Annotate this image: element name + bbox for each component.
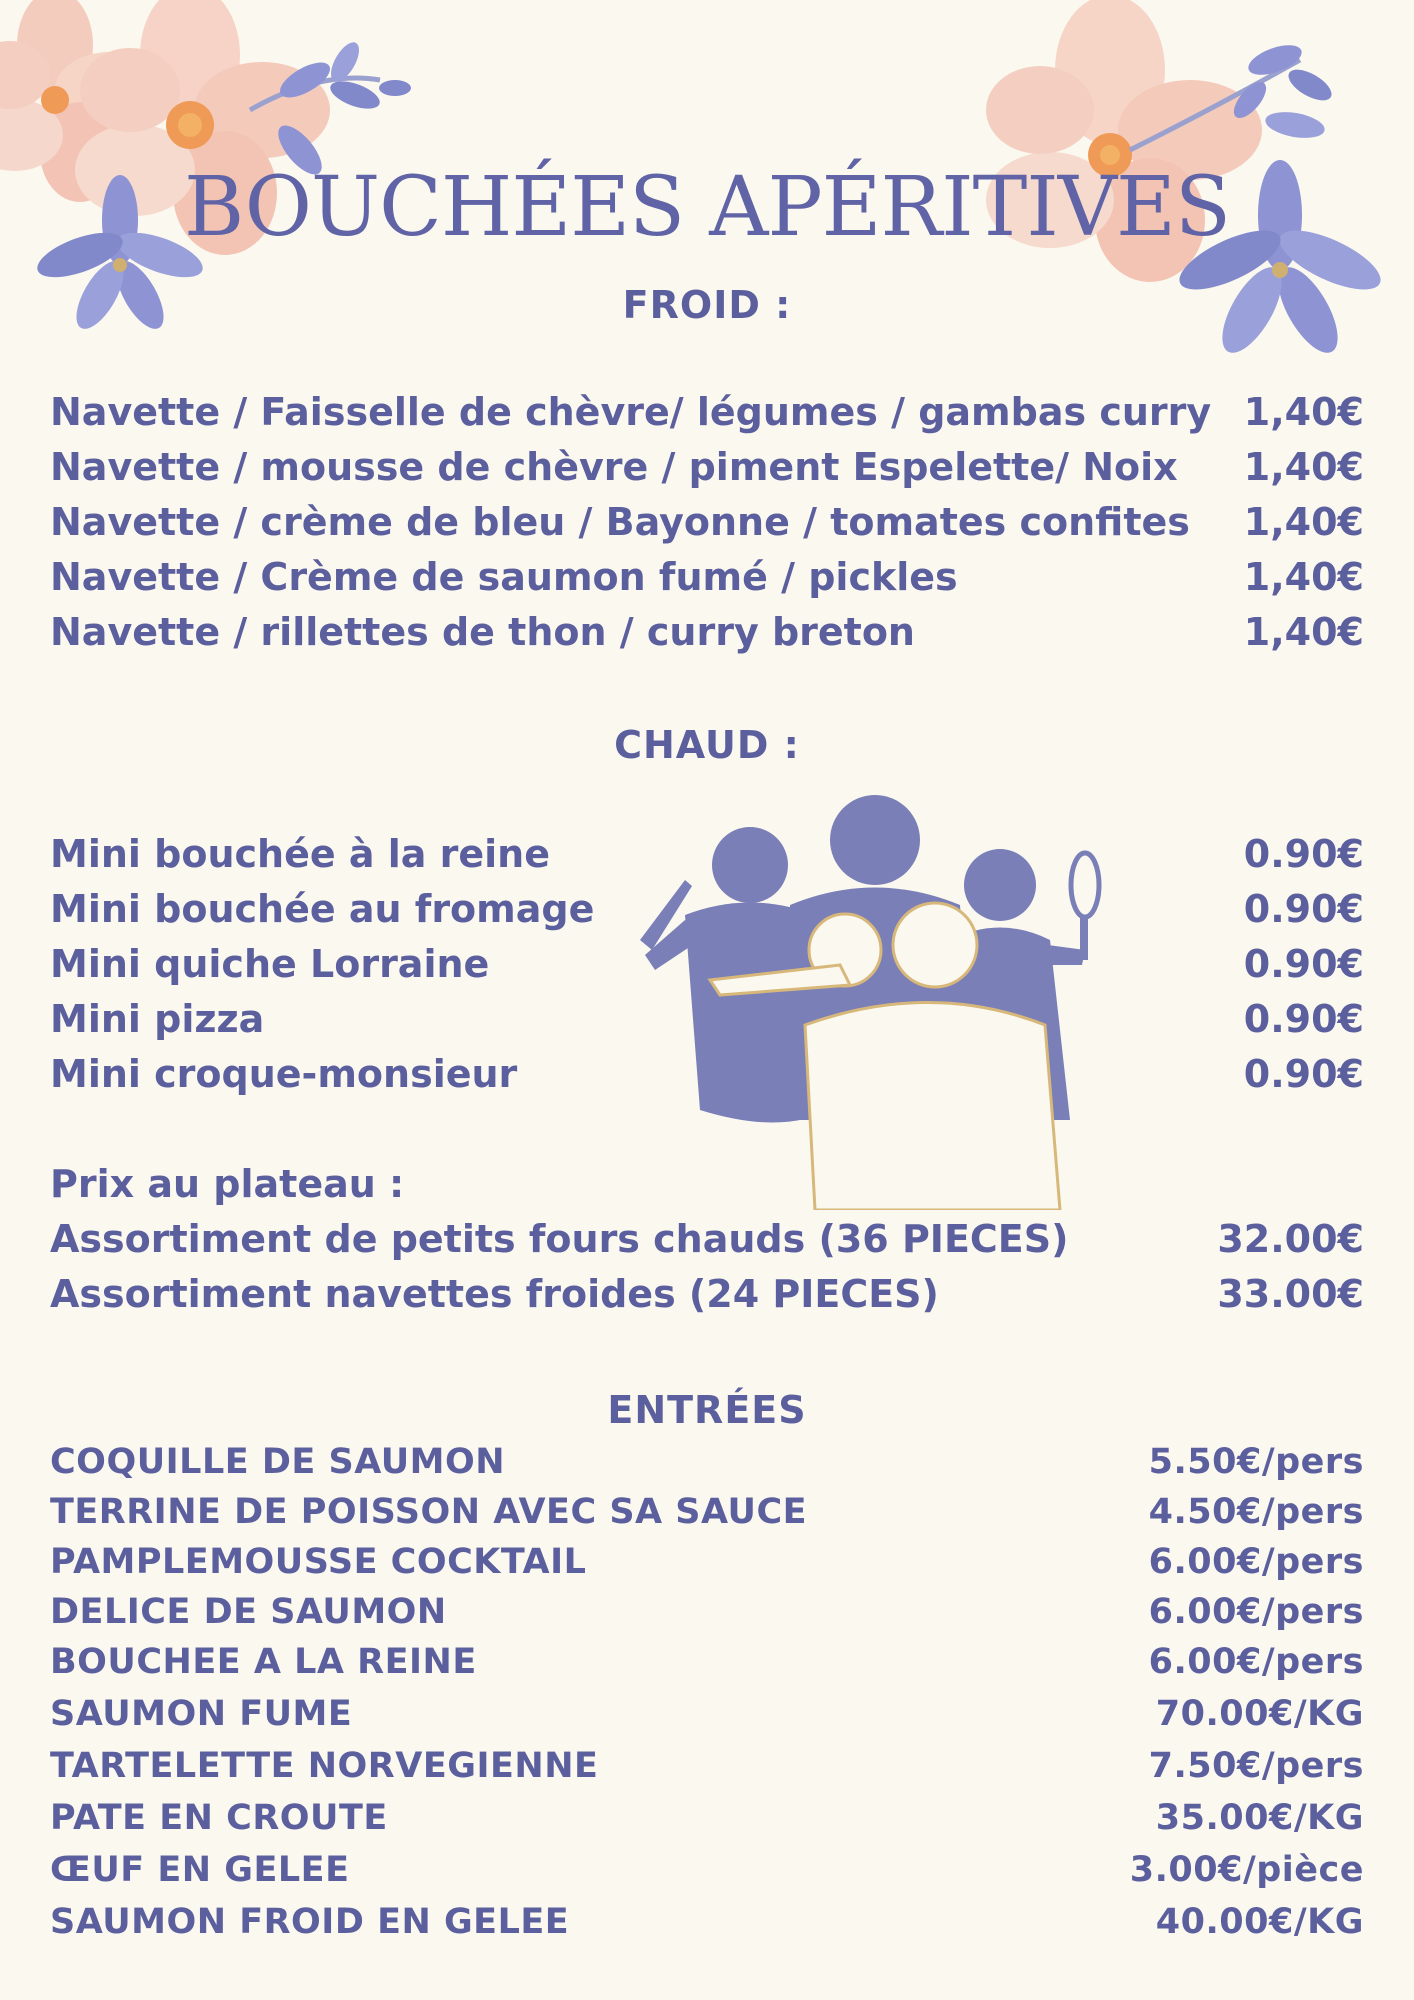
item-price: 1,40€ <box>1243 555 1364 599</box>
item-name: Navette / Faisselle de chèvre/ légumes / gambas curry <box>50 390 1212 434</box>
item-price: 6.00€/pers <box>1148 1642 1364 1682</box>
list-item <box>50 610 1364 654</box>
item-name: ŒUF EN GELEE <box>50 1850 350 1890</box>
item-name: Navette / mousse de chèvre / piment Espelette/ Noix <box>50 445 1178 489</box>
item-price: 40.00€/KG <box>1155 1902 1364 1942</box>
item-price: 6.00€/pers <box>1148 1592 1364 1632</box>
list-item <box>50 1052 1364 1096</box>
list-item <box>50 1442 1364 1482</box>
item-name: PAMPLEMOUSSE COCKTAIL <box>50 1542 587 1582</box>
list-item <box>50 1492 1364 1532</box>
item-price: 0.90€ <box>1243 1052 1364 1096</box>
item-name: Assortiment navettes froides (24 PIECES) <box>50 1272 939 1316</box>
item-name: SAUMON FUME <box>50 1694 353 1734</box>
list-item <box>50 390 1364 434</box>
item-price: 1,40€ <box>1243 445 1364 489</box>
list-item <box>50 942 1364 986</box>
page-title: BOUCHÉES APÉRITIVES <box>183 160 1231 255</box>
item-name: Mini bouchée au fromage <box>50 887 595 931</box>
item-price: 4.50€/pers <box>1148 1492 1364 1532</box>
list-item <box>50 997 1364 1041</box>
item-name: TARTELETTE NORVEGIENNE <box>50 1746 599 1786</box>
item-price: 0.90€ <box>1243 942 1364 986</box>
section-heading-froid: FROID : <box>622 283 792 327</box>
item-price: 70.00€/KG <box>1155 1694 1364 1734</box>
item-price: 0.90€ <box>1243 832 1364 876</box>
item-name: SAUMON FROID EN GELEE <box>50 1902 570 1942</box>
list-item <box>50 1642 1364 1682</box>
list-item <box>50 500 1364 544</box>
item-name: Navette / Crème de saumon fumé / pickles <box>50 555 958 599</box>
list-item <box>50 832 1364 876</box>
item-name: Mini pizza <box>50 997 265 1041</box>
item-price: 1,40€ <box>1243 610 1364 654</box>
item-price: 3.00€/pièce <box>1129 1850 1364 1890</box>
list-item <box>50 1798 1364 1838</box>
list-item <box>50 1746 1364 1786</box>
item-price: 1,40€ <box>1243 390 1364 434</box>
list-item <box>50 1542 1364 1582</box>
item-price: 6.00€/pers <box>1148 1542 1364 1582</box>
item-price: 5.50€/pers <box>1148 1442 1364 1482</box>
item-name: PATE EN CROUTE <box>50 1798 388 1838</box>
item-name: DELICE DE SAUMON <box>50 1592 447 1632</box>
list-item <box>50 1694 1364 1734</box>
item-name: Mini quiche Lorraine <box>50 942 490 986</box>
item-name: Mini croque-monsieur <box>50 1052 518 1096</box>
item-price: 0.90€ <box>1243 997 1364 1041</box>
list-item <box>50 555 1364 599</box>
section-heading-entrees: ENTRÉES <box>607 1388 807 1432</box>
item-price: 1,40€ <box>1243 500 1364 544</box>
item-price: 0.90€ <box>1243 887 1364 931</box>
list-item <box>50 1850 1364 1890</box>
item-name: BOUCHEE A LA REINE <box>50 1642 477 1682</box>
plateau-label: Prix au plateau : <box>50 1162 405 1206</box>
item-price: 33.00€ <box>1217 1272 1364 1316</box>
list-item <box>50 1592 1364 1632</box>
list-item <box>50 1902 1364 1942</box>
list-item <box>50 1217 1364 1261</box>
list-item <box>50 445 1364 489</box>
section-heading-chaud: CHAUD : <box>614 723 800 767</box>
item-price: 35.00€/KG <box>1155 1798 1364 1838</box>
item-name: Navette / rillettes de thon / curry breton <box>50 610 915 654</box>
item-name: Navette / crème de bleu / Bayonne / tomates confites <box>50 500 1190 544</box>
item-name: TERRINE DE POISSON AVEC SA SAUCE <box>50 1492 808 1532</box>
item-name: Assortiment de petits fours chauds (36 PIECES) <box>50 1217 1069 1261</box>
item-price: 7.50€/pers <box>1148 1746 1364 1786</box>
list-item <box>50 887 1364 931</box>
item-name: Mini bouchée à la reine <box>50 832 550 876</box>
list-item <box>50 1272 1364 1316</box>
item-price: 32.00€ <box>1217 1217 1364 1261</box>
item-name: COQUILLE DE SAUMON <box>50 1442 505 1482</box>
